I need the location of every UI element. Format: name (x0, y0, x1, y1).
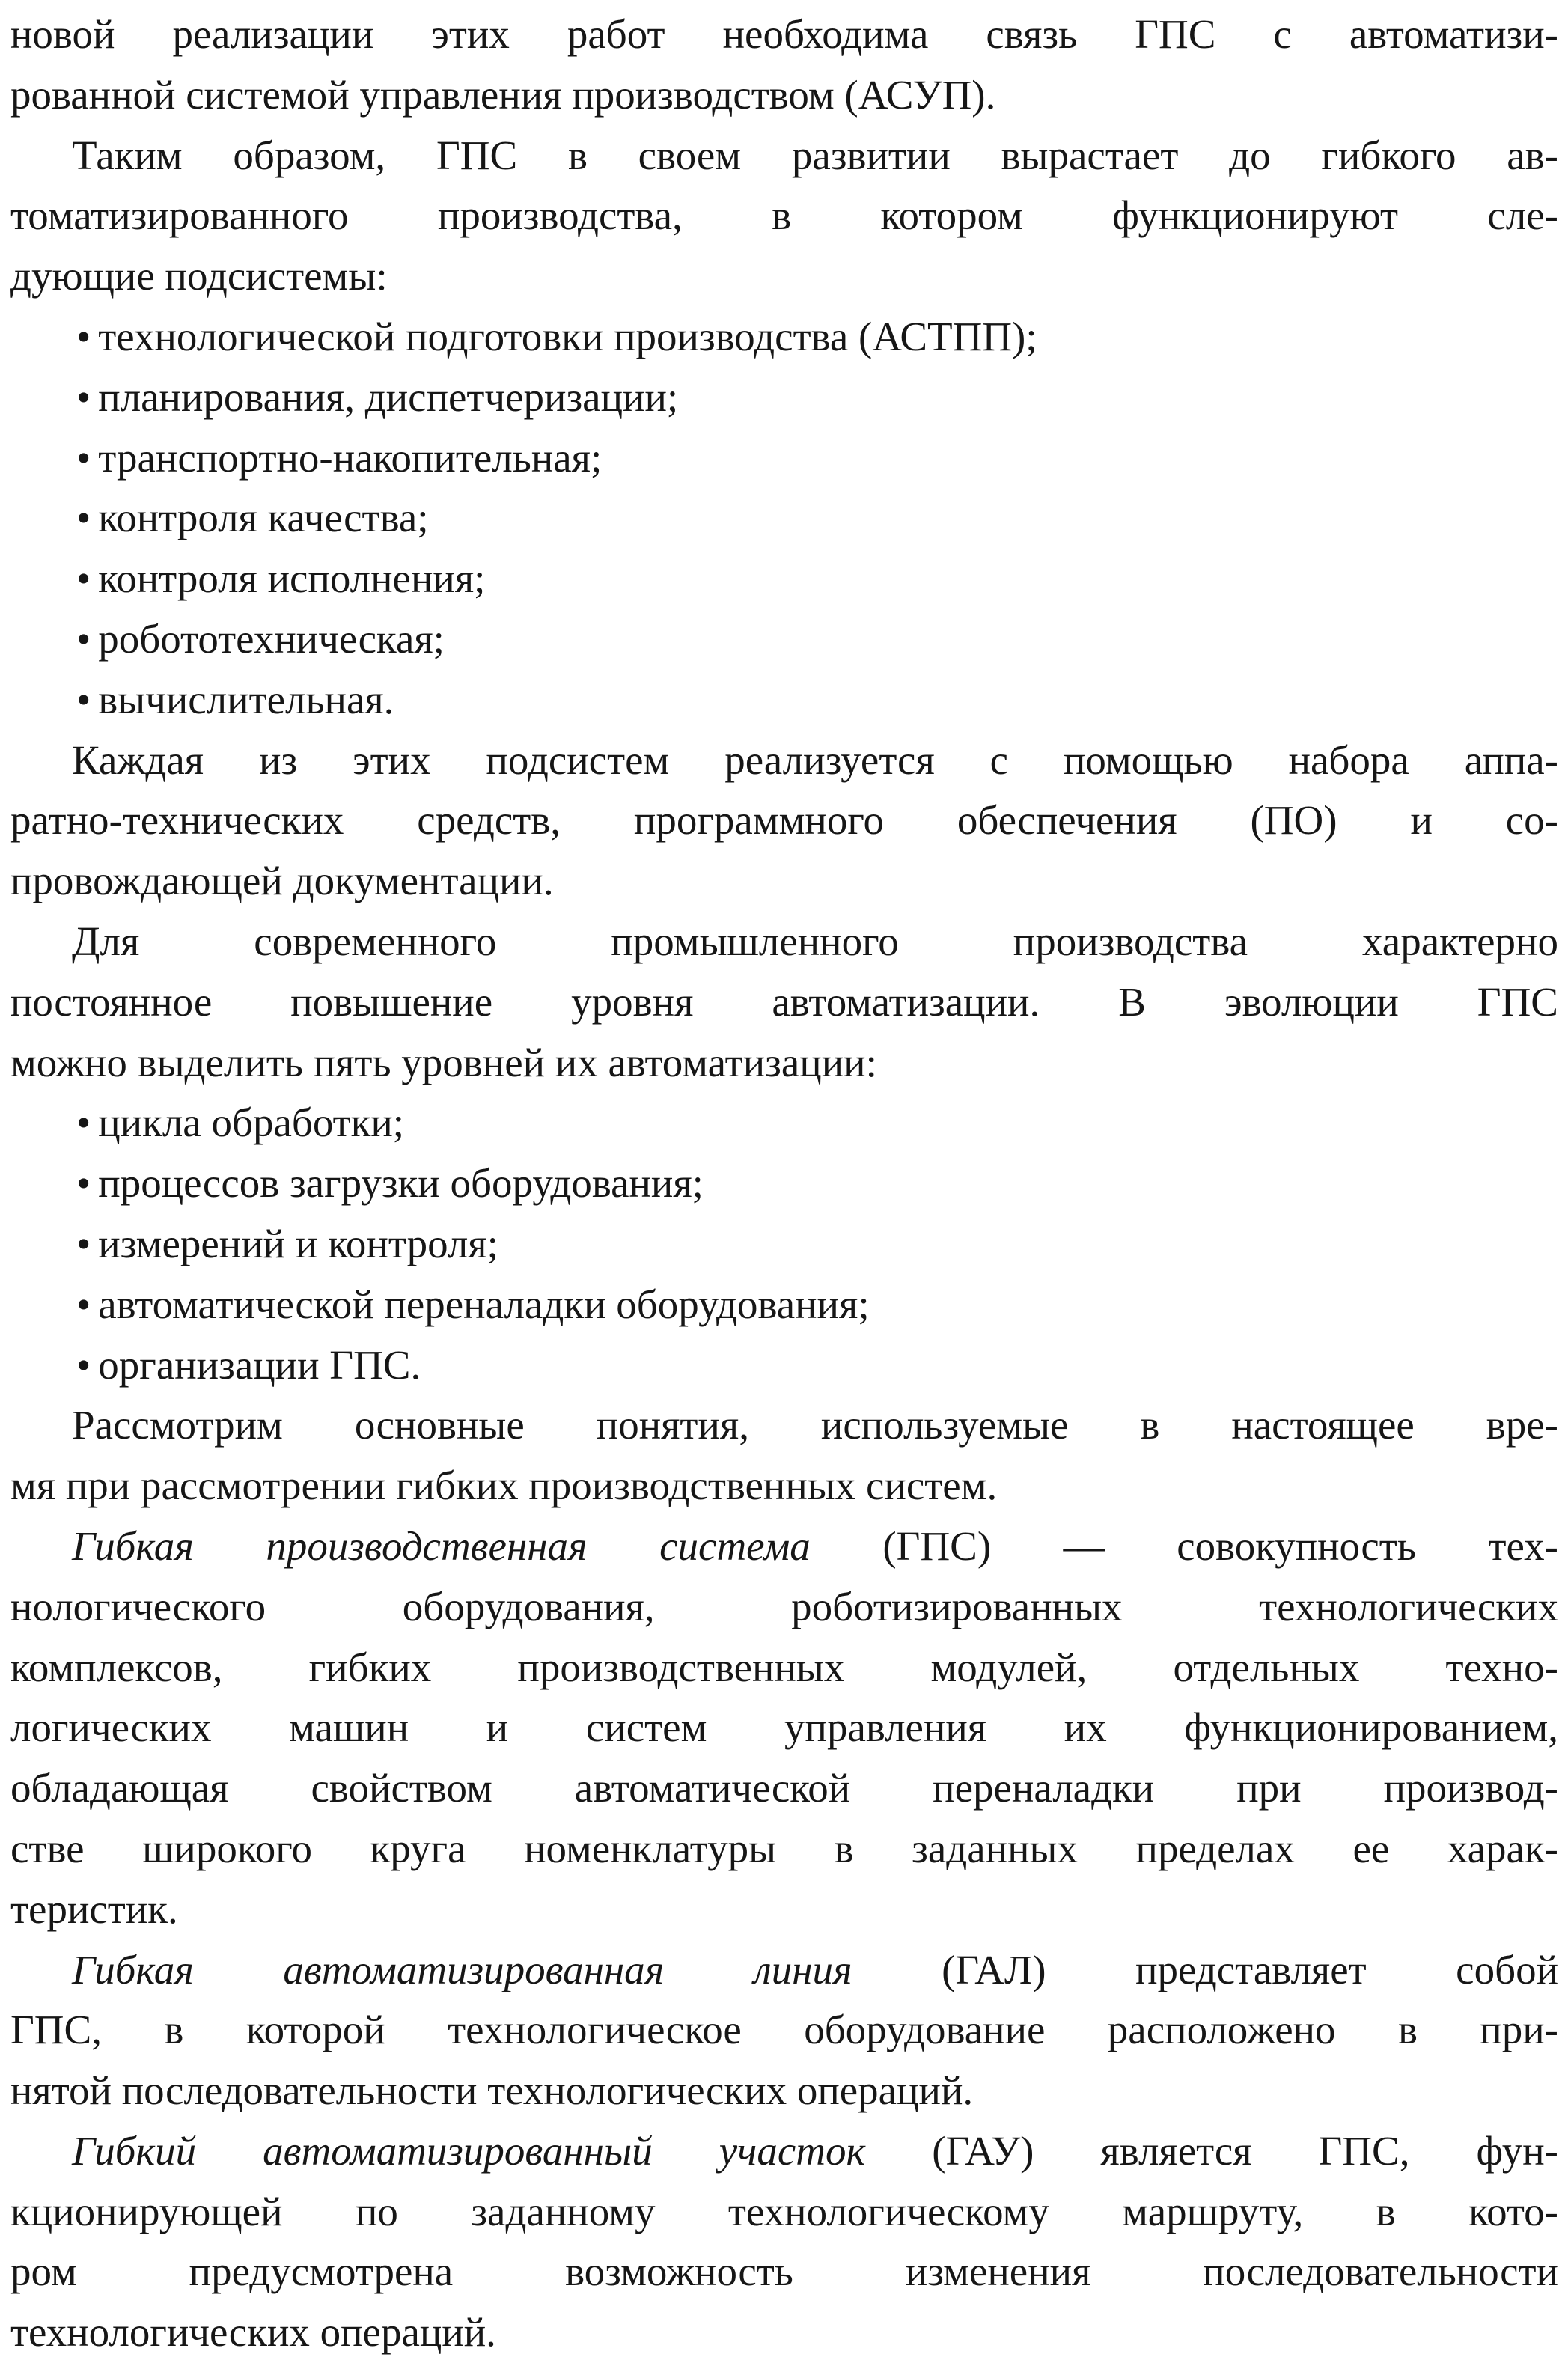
text-line: Таким образом, ГПС в своем развитии вырастает до гибкого ав- (72, 132, 1558, 178)
text-line: Для современного промышленного производства характерно (72, 918, 1558, 964)
list-item: • транспортно-накопительная; (10, 428, 1558, 489)
list-item: • контроля исполнения; (10, 549, 1558, 609)
text-line: ром предусмотрена возможность изменения последовательности (10, 2248, 1558, 2295)
text-line: рованной системой управления производством (АСУП). (10, 71, 996, 118)
text-line: кционирующей по заданному технологическому маршруту, в кото- (10, 2188, 1558, 2234)
text-line: дующие подсистемы: (10, 253, 388, 299)
definition-line (10, 1940, 1558, 2001)
definition-term: Гибкая автоматизированная линия (72, 1946, 852, 1992)
list-item: • робототехническая; (10, 609, 1558, 670)
text-line: можно выделить пять уровней их автоматизации: (10, 1039, 877, 1085)
text-line: мя при рассмотрении гибких производственных систем. (10, 1463, 998, 1509)
definition-term: Гибкая производственная система (72, 1522, 811, 1569)
text-line: технологических операций. (10, 2309, 496, 2356)
text-line: стве широкого круга номенклатуры в заданных пределах ее харак- (10, 1825, 1558, 1871)
document-page (10, 4, 1558, 2363)
list-item: • организации ГПС. (10, 1335, 1558, 1396)
text-line: нологического оборудования, роботизированных технологических (10, 1583, 1558, 1629)
definition-line (10, 1516, 1558, 1577)
list-item: • контроля качества; (10, 488, 1558, 549)
text-line: комплексов, гибких производственных модулей, отдельных техно- (10, 1644, 1558, 1690)
list-item: • автоматической переналадки оборудования; (10, 1275, 1558, 1335)
list-item: • вычислительная. (10, 670, 1558, 731)
text-line: ГПС, в которой технологическое оборудование расположено в при- (10, 2007, 1558, 2053)
text-line: провождающей документации. (10, 858, 554, 904)
definition-text: (ГПС) — совокупность тех- (810, 1522, 1558, 1569)
list-item: • измерений и контроля; (10, 1214, 1558, 1275)
text-line: томатизированного производства, в котором функционируют сле- (10, 192, 1558, 239)
text-line: ратно-технических средств, программного обеспечения (ПО) и со- (10, 797, 1558, 844)
list-item: • планирования, диспетчеризации; (10, 368, 1558, 428)
text-line: постоянное повышение уровня автоматизации. В эволюции ГПС (10, 978, 1558, 1025)
list-item: • цикла обработки; (10, 1093, 1558, 1153)
text-line: логических машин и систем управления их функционированием, (10, 1704, 1558, 1751)
definition-term: Гибкий автоматизированный участок (72, 2127, 866, 2174)
text-line: теристик. (10, 1885, 178, 1932)
definition-text: (ГАУ) является ГПС, фун- (865, 2127, 1558, 2174)
definition-text: (ГАЛ) представляет собой (852, 1946, 1559, 1992)
definition-line (10, 2121, 1558, 2182)
text-line: новой реализации этих работ необходима связь ГПС с автоматизи- (10, 11, 1558, 57)
text-line: Рассмотрим основные понятия, используемые в настоящее вре- (72, 1402, 1558, 1448)
list-item: • технологической подготовки производства (АСТПП); (10, 307, 1558, 368)
text-line: Каждая из этих подсистем реализуется с помощью набора аппа- (72, 737, 1558, 783)
text-line: обладающая свойством автоматической переналадки при производ- (10, 1765, 1558, 1811)
list-item: • процессов загрузки оборудования; (10, 1153, 1558, 1214)
text-line: нятой последовательности технологических операций. (10, 2067, 974, 2114)
